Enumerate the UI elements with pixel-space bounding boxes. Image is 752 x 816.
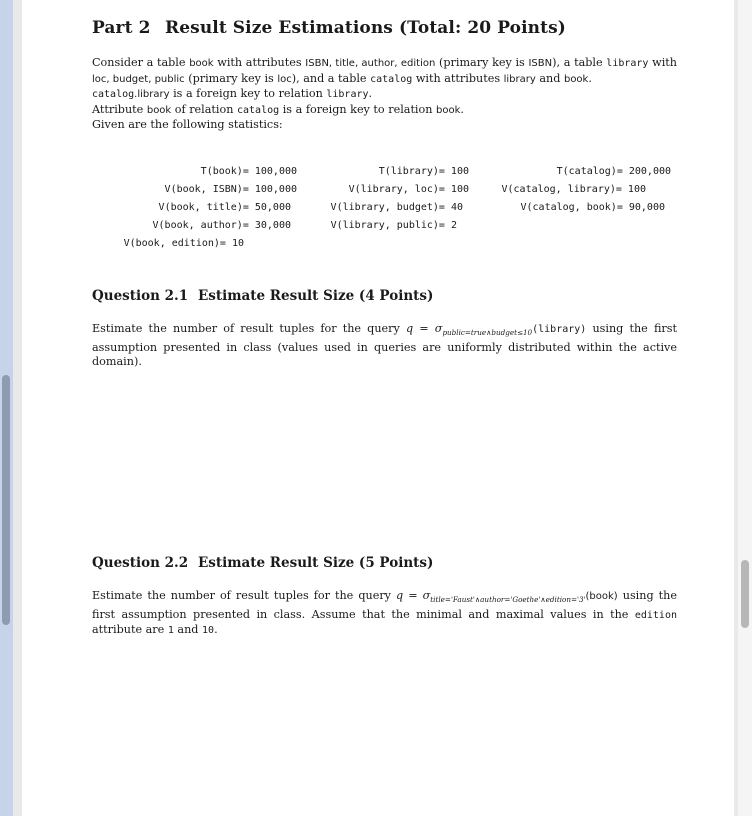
stat-item: V(library, budget)= 40 xyxy=(330,201,463,213)
intro-paragraph: Consider a table book with attributes ISBN, title, author, edition (primary key is ISBN), a table library with loc, budget, public (primary key is loc), and a table catalog with attributes library and book. catalog.library is a foreign key to relation library. Attribute book of relation catalog is a foreign key to relation book. Given are the following statistics: xyxy=(92,56,677,132)
question-2-1 xyxy=(92,288,677,370)
stat-item: V(book, author)= 30,000 xyxy=(152,219,291,231)
document-page xyxy=(22,0,734,816)
page-content xyxy=(92,18,677,637)
part-heading xyxy=(92,18,677,38)
question-title: Estimate Result Size (4 Points) xyxy=(198,288,434,304)
stat-item: V(library, loc)= 100 xyxy=(348,183,469,195)
stat-item: V(library, public)= 2 xyxy=(330,219,457,231)
stat-item: V(book, edition)= 10 xyxy=(123,237,244,249)
part-title: Result Size Estimations (Total: 20 Points) xyxy=(165,18,566,38)
sidebar-strip xyxy=(0,0,13,816)
document-scrollbar[interactable] xyxy=(738,0,752,816)
document-scrollbar-thumb[interactable] xyxy=(741,560,749,628)
stat-item: V(book, title)= 50,000 xyxy=(158,201,291,213)
question-heading xyxy=(92,555,677,571)
question-title: Estimate Result Size (5 Points) xyxy=(198,555,434,571)
question-number: Question 2.1 xyxy=(92,288,189,304)
question-2-2 xyxy=(92,555,677,639)
question-text: Estimate the number of result tuples for the query $q = \sigma_{title='Faust'\wedge author='Goethe'\wedge edition='3'}(book)$ using the first assumption presented in class. Assume that the minimal and maximal values in the edition attribute are 1 and 10. xyxy=(92,589,677,637)
part-number: Part 2 xyxy=(92,18,151,38)
question-heading xyxy=(92,288,677,304)
stat-item: T(book)= 100,000 xyxy=(200,165,297,177)
stat-item: V(catalog, book)= 90,000 xyxy=(520,201,665,213)
question-number: Question 2.2 xyxy=(92,555,189,571)
statistics-block xyxy=(92,163,677,263)
stat-item: V(catalog, library)= 100 xyxy=(501,183,646,195)
sidebar-scrollbar-thumb[interactable] xyxy=(2,375,10,625)
stat-item: T(catalog)= 200,000 xyxy=(556,165,671,177)
question-text: Estimate the number of result tuples for the query $q = \sigma_{public=true\wedge budget\le 10}(library)$ using the first assumption presented in class (values used in queries are uniformly distributed within the active domain). xyxy=(92,322,677,369)
stat-item: T(library)= 100 xyxy=(378,165,469,177)
stat-item: V(book, ISBN)= 100,000 xyxy=(164,183,297,195)
